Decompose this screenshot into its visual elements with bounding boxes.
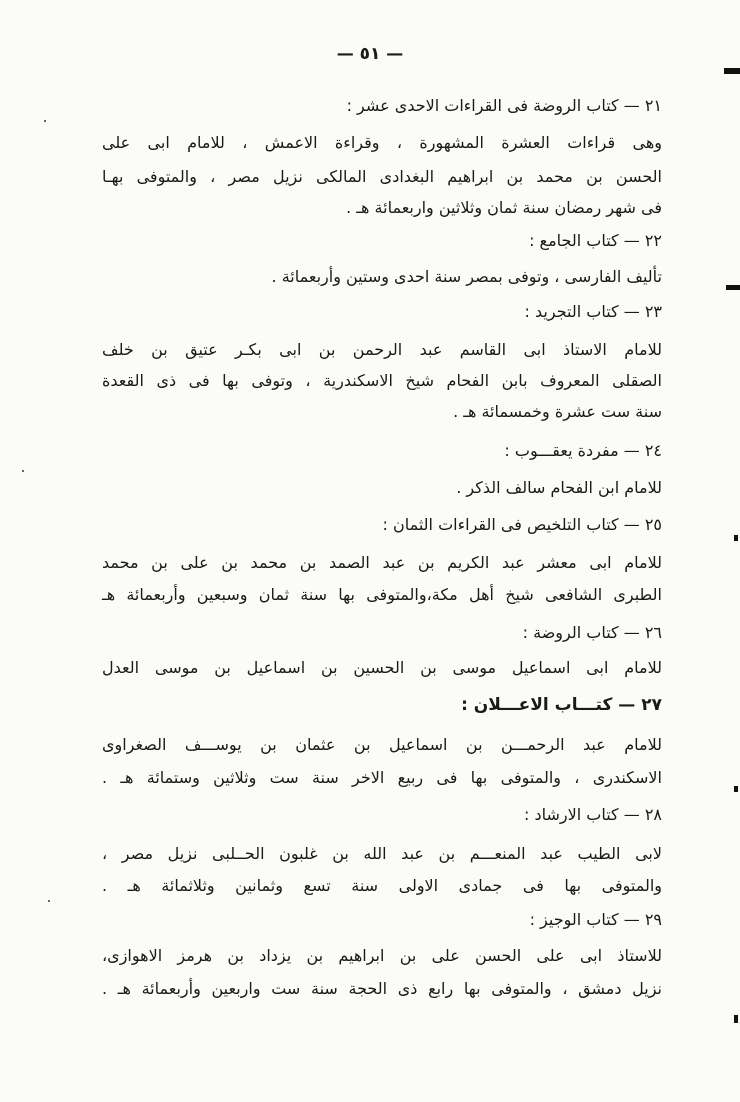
entry-26-heading: ٢٦ — كتاب الروضة : (522, 623, 662, 642)
entry-25-heading: ٢٥ — كتاب التلخيص فى القراءات الثمان : (382, 515, 662, 534)
scan-edge-mark (734, 1015, 738, 1023)
entry-25-line-1: للامام ابى معشر عبد الكريم بن عبد الصمد بن محمد بن على بن محمد (102, 553, 662, 572)
entry-21-line-3: فى شهر رمضان سنة ثمان وثلاثين واربعمائة هـ . (346, 198, 662, 217)
page-number: — ٥١ — (336, 44, 404, 64)
entry-21-line-1: وهى قراءات العشرة المشهورة ، وقراءة الاعمش ، للامام ابى على (102, 133, 662, 152)
entry-24-heading: ٢٤ — مفردة يعقـــوب : (504, 441, 662, 460)
scan-edge-mark (724, 68, 740, 74)
scan-edge-mark (734, 786, 738, 792)
entry-21-line-2: الحسن بن محمد بن ابراهيم البغدادى المالكى نزيل مصر ، والمتوفى بهـا (102, 167, 662, 186)
entry-28-line-1: لابى الطيب عبد المنعـــم بن عبد الله بن غلبون الحــلبى نزيل مصر ، (102, 844, 662, 863)
entry-23-line-1: للامام الاستاذ ابى القاسم عبد الرحمن بن ابى بكـر عتيق بن خلف (102, 340, 662, 359)
entry-27-line-2: الاسكندرى ، والمتوفى بها فى ربيع الاخر سنة ست وثلاثين وستمائة هـ . (102, 768, 662, 787)
entry-23-line-3: سنة ست عشرة وخمسمائة هـ . (453, 402, 662, 421)
entry-22-heading: ٢٢ — كتاب الجامع : (529, 231, 662, 250)
scan-speck (44, 120, 46, 122)
entry-21-heading: ٢١ — كتاب الروضة فى القراءات الاحدى عشر : (346, 96, 662, 115)
entry-22-line-1: تأليف الفارسى ، وتوفى بمصر سنة احدى وستين وأربعمائة . (271, 267, 662, 286)
scan-speck (22, 470, 24, 472)
entry-24-line-1: للامام ابن الفحام سالف الذكر . (456, 478, 662, 497)
entry-25-line-2: الطبرى الشافعى شيخ أهل مكة،والمتوفى بها سنة ثمان وسبعين وأربعمائة هـ (102, 585, 662, 604)
entry-27-line-1: للامام عبد الرحمـــن بن اسماعيل بن عثمان بن يوســـف الصغراوى (102, 735, 662, 754)
entry-29-line-1: للاستاذ ابى على الحسن على بن ابراهيم بن يزداد بن هرمز الاهوازى، (102, 946, 662, 965)
entry-28-line-2: والمتوفى بها فى جمادى الاولى سنة تسع وثمانين وثلاثمائة هـ . (102, 876, 662, 895)
entry-23-heading: ٢٣ — كتاب التجريد : (524, 302, 662, 321)
scan-edge-mark (734, 535, 738, 541)
entry-29-line-2: نزيل دمشق ، والمتوفى بها رابع ذى الحجة سنة ست واربعين وأربعمائة هـ . (102, 979, 662, 998)
entry-26-line-1: للامام ابى اسماعيل موسى بن الحسين بن اسماعيل بن موسى العدل (102, 658, 662, 677)
entry-23-line-2: الصقلى المعروف بابن الفحام شيخ الاسكندرية ، وتوفى بها فى ذى القعدة (102, 371, 662, 390)
scan-edge-mark (726, 285, 740, 290)
scan-speck (48, 900, 50, 902)
entry-28-heading: ٢٨ — كتاب الارشاد : (523, 805, 662, 824)
entry-27-heading: ٢٧ — كتـــاب الاعـــلان : (461, 695, 662, 715)
entry-29-heading: ٢٩ — كتاب الوجيز : (529, 910, 662, 929)
